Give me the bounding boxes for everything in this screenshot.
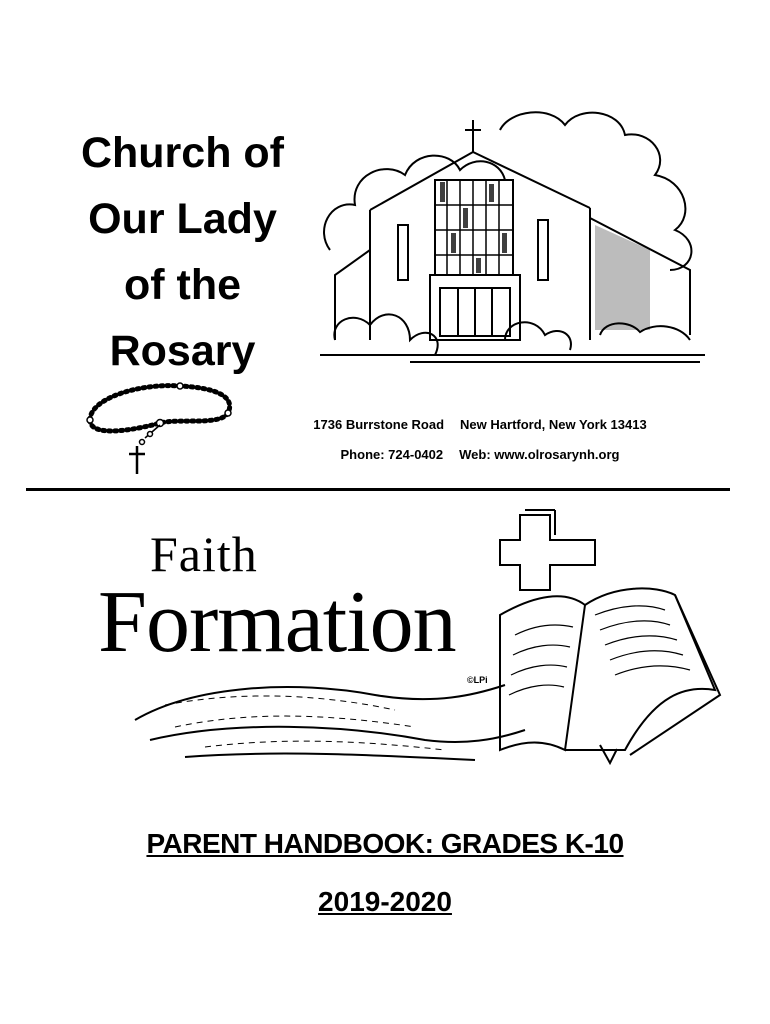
divider-rule: [26, 488, 730, 491]
church-name: [60, 120, 305, 384]
church-name-line-1: Church of: [80, 129, 285, 177]
church-name-line-4: Rosary: [109, 327, 256, 375]
website: Web: www.olrosarynh.org: [459, 447, 620, 462]
church-name-line-3: of the: [123, 261, 242, 309]
street-address: 1736 Burrstone Road: [313, 417, 445, 432]
church-name-line-2: Our Lady: [88, 195, 277, 243]
faith-heading: Faith: [150, 526, 258, 582]
handbook-title: PARENT HANDBOOK: GRADES K-10: [146, 828, 624, 859]
contact-line: [280, 440, 680, 470]
church-building-illustration: [310, 100, 715, 375]
phone-number: Phone: 724-0402: [340, 447, 444, 462]
formation-heading: Formation: [98, 574, 456, 671]
city-state-zip: New Hartford, New York 13413: [460, 417, 647, 432]
address-block: [280, 410, 680, 470]
rosary-illustration: [80, 378, 240, 478]
copyright-mark: ©LPi: [467, 675, 488, 685]
address-line: [280, 410, 680, 440]
school-year: 2019-2020: [318, 886, 452, 917]
